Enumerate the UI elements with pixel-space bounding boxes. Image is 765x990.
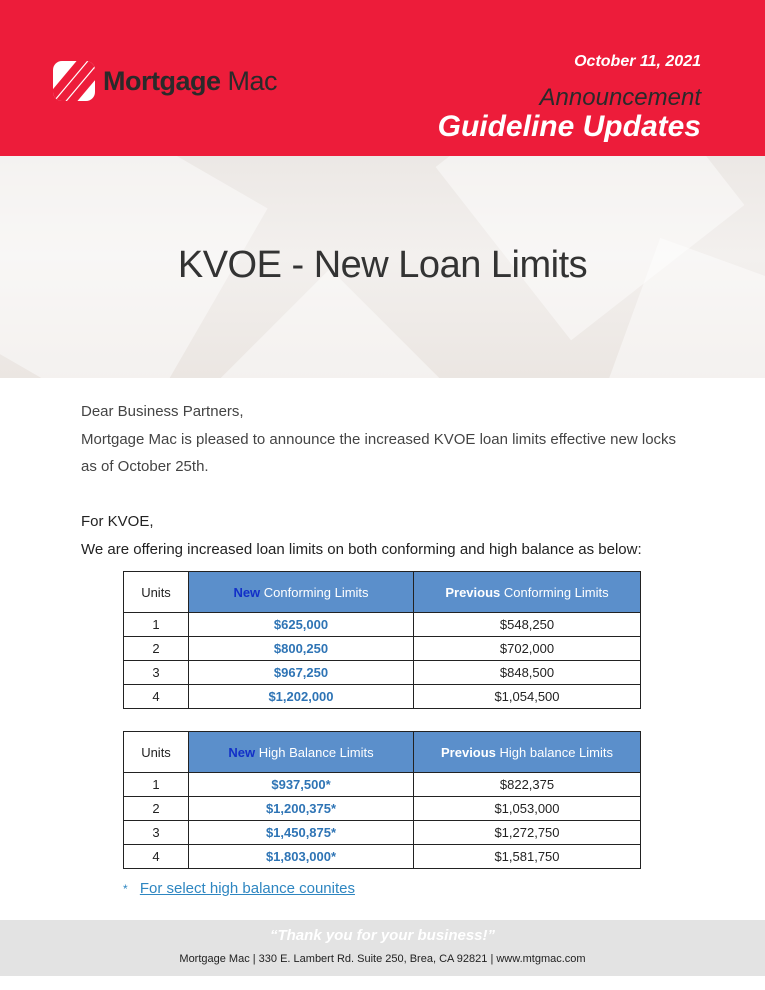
table-row: [124, 797, 641, 821]
previous-limit-cell: $822,375: [414, 773, 641, 797]
page-title: KVOE - New Loan Limits: [177, 244, 588, 286]
table-row: [124, 661, 641, 685]
table-row: [124, 821, 641, 845]
units-header: Units: [124, 572, 189, 613]
table-row: [124, 637, 641, 661]
header-subtitle: Guideline Updates: [437, 110, 701, 143]
previous-limit-cell: $848,500: [414, 661, 641, 685]
intro-line-2: as of October 25th.: [81, 458, 209, 475]
footnote: [123, 880, 355, 897]
offering-text: We are offering increased loan limits on both conforming and high balance as below:: [81, 540, 642, 558]
units-cell: 1: [124, 613, 189, 637]
thank-you-text: “Thank you for your business!”: [269, 927, 496, 944]
footnote-star: *: [123, 882, 128, 896]
high-balance-limits-table: [123, 731, 641, 869]
previous-limit-cell: $1,054,500: [414, 685, 641, 709]
table-row: [124, 685, 641, 709]
header-banner: [0, 0, 765, 156]
units-cell: 1: [124, 773, 189, 797]
conforming-limits-table: [123, 571, 641, 709]
table-row: [124, 773, 641, 797]
units-cell: 4: [124, 845, 189, 869]
new-keyword: New: [233, 584, 261, 600]
previous-limit-cell: $1,053,000: [414, 797, 641, 821]
offer-paragraph: [81, 508, 711, 563]
previous-header-label: Conforming Limits: [500, 584, 609, 600]
new-limit-cell: $967,250: [189, 661, 414, 685]
previous-conforming-header: [414, 572, 641, 613]
intro-line-1: Mortgage Mac is pleased to announce the increased KVOE loan limits effective new locks: [81, 430, 677, 448]
table-row: [124, 613, 641, 637]
previous-high-balance-header: [414, 732, 641, 773]
new-conforming-header: [189, 572, 414, 613]
new-limit-cell: $625,000: [189, 613, 414, 637]
previous-limit-cell: $548,250: [414, 613, 641, 637]
new-header-label: Conforming Limits: [260, 584, 369, 600]
units-cell: 2: [124, 637, 189, 661]
announcement-label: Announcement: [539, 84, 701, 111]
new-limit-cell: $1,803,000*: [189, 845, 414, 869]
units-cell: 4: [124, 685, 189, 709]
units-cell: 3: [124, 821, 189, 845]
new-limit-cell: $1,200,375*: [189, 797, 414, 821]
table-row: [124, 845, 641, 869]
previous-keyword: Previous: [441, 744, 496, 760]
select-counties-link[interactable]: For select high balance counites: [139, 880, 355, 897]
new-high-balance-header: [189, 732, 414, 773]
previous-limit-cell: $1,581,750: [414, 845, 641, 869]
title-banner: [0, 156, 765, 378]
announcement-date: October 11, 2021: [574, 53, 701, 70]
new-limit-cell: $1,450,875*: [189, 821, 414, 845]
new-limit-cell: $800,250: [189, 637, 414, 661]
new-limit-cell: $1,202,000: [189, 685, 414, 709]
previous-keyword: Previous: [445, 584, 501, 600]
previous-header-label: High balance Limits: [495, 744, 613, 760]
for-kvoe: For KVOE,: [81, 513, 154, 530]
company-logo: [53, 61, 277, 101]
footer: [0, 920, 765, 976]
logo-word-bold: Mortgage: [103, 65, 221, 96]
new-limit-cell: $937,500*: [189, 773, 414, 797]
new-keyword: New: [228, 744, 256, 760]
previous-limit-cell: $702,000: [414, 637, 641, 661]
new-header-label: High Balance Limits: [255, 744, 374, 760]
greeting: Dear Business Partners,: [81, 403, 244, 420]
company-address: Mortgage Mac | 330 E. Lambert Rd. Suite 250, Brea, CA 92821 | www.mtgmac.com: [179, 953, 586, 965]
logo-text: [103, 66, 277, 97]
units-cell: 3: [124, 661, 189, 685]
units-cell: 2: [124, 797, 189, 821]
logo-word-light: Mac: [227, 65, 278, 96]
previous-limit-cell: $1,272,750: [414, 821, 641, 845]
intro-paragraph: [81, 398, 711, 481]
logo-mark-icon: [53, 61, 95, 101]
units-header: Units: [124, 732, 189, 773]
